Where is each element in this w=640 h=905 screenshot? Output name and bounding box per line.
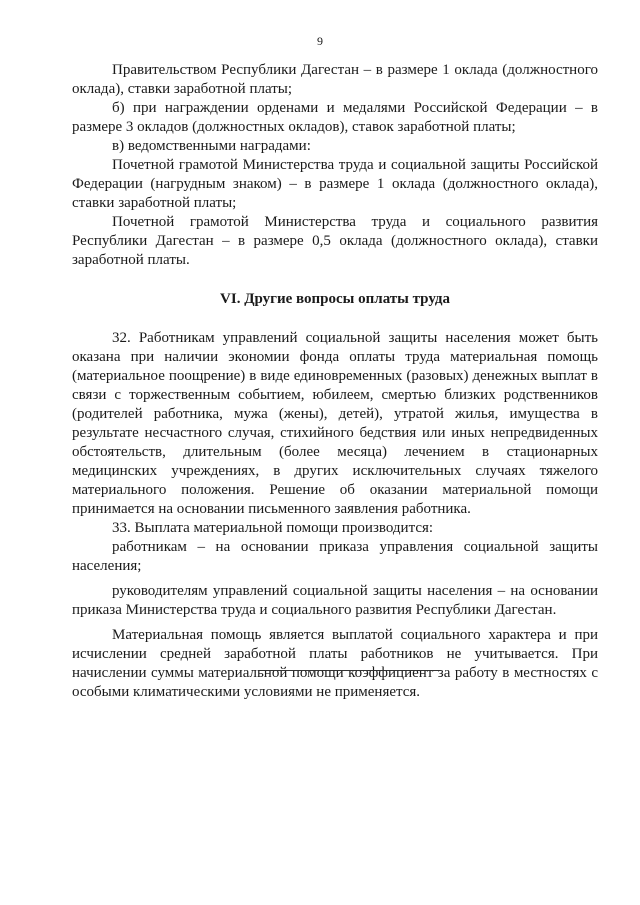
paragraph-departmental-awards: в) ведомственными наградами: [112,138,311,154]
section-title: VI. Другие вопросы оплаты труда [220,291,450,307]
paragraph-workers: работникам – на основании приказа управления социальной защиты населения; [72,539,598,574]
paragraph-managers: руководителям управлений социальной защиты населения – на основании приказа Министерства труда и социального развития Республики Дагестан. [72,583,598,618]
paragraph-ministry-rf-certificate: Почетной грамотой Министерства труда и социальной защиты Российской Федерации (нагрудным знаком) – в размере 1 оклада (должностного оклада), ставки заработной платы; [72,157,598,211]
paragraph-33-payment: 33. Выплата материальной помощи производится: [112,520,434,536]
paragraph-social-character: Материальная помощь является выплатой социального характера и при исчислении средней заработной платы работников не учитывается. При начислении суммы материальной помощи коэффициент за работу в местностях с особыми климатическими условиями не применяется. [72,627,598,700]
paragraph-federal-orders: б) при награждении орденами и медалями Российской Федерации – в размере 3 окладов (должностных окладов), ставок заработной платы; [72,100,598,135]
paragraph-ministry-rd-certificate: Почетной грамотой Министерства труда и социального развития Республики Дагестан – в размере 0,5 оклада (должностного оклада), ставки заработной платы. [72,214,598,268]
paragraph-32-material-aid: 32. Работникам управлений социальной защиты населения может быть оказана при наличии экономии фонда оплаты труда материальная помощь (материальное поощрение) в виде единовременных (разовых) денежных выплат в связи с торжественным событием, юбилеем, смертью близких родственников (родителей работника, мужа (жены), детей), утратой жилья, имущества в результате несчастного случая, стихийного бедствия или иных непредвиденных обстоятельств, длительным (более месяца) лечением в стационарных медицинских учреждениях, в других исключительных случаях тяжелого материального положения. Решение об оказании материальной помощи принимается на основании письменного заявления работника. [72,330,598,517]
document-body [72,61,598,702]
page-number: 9 [317,34,323,48]
paragraph-government-award: Правительством Республики Дагестан – в размере 1 оклада (должностного оклада), ставки заработной платы; [72,62,598,97]
end-divider-line [259,670,441,671]
